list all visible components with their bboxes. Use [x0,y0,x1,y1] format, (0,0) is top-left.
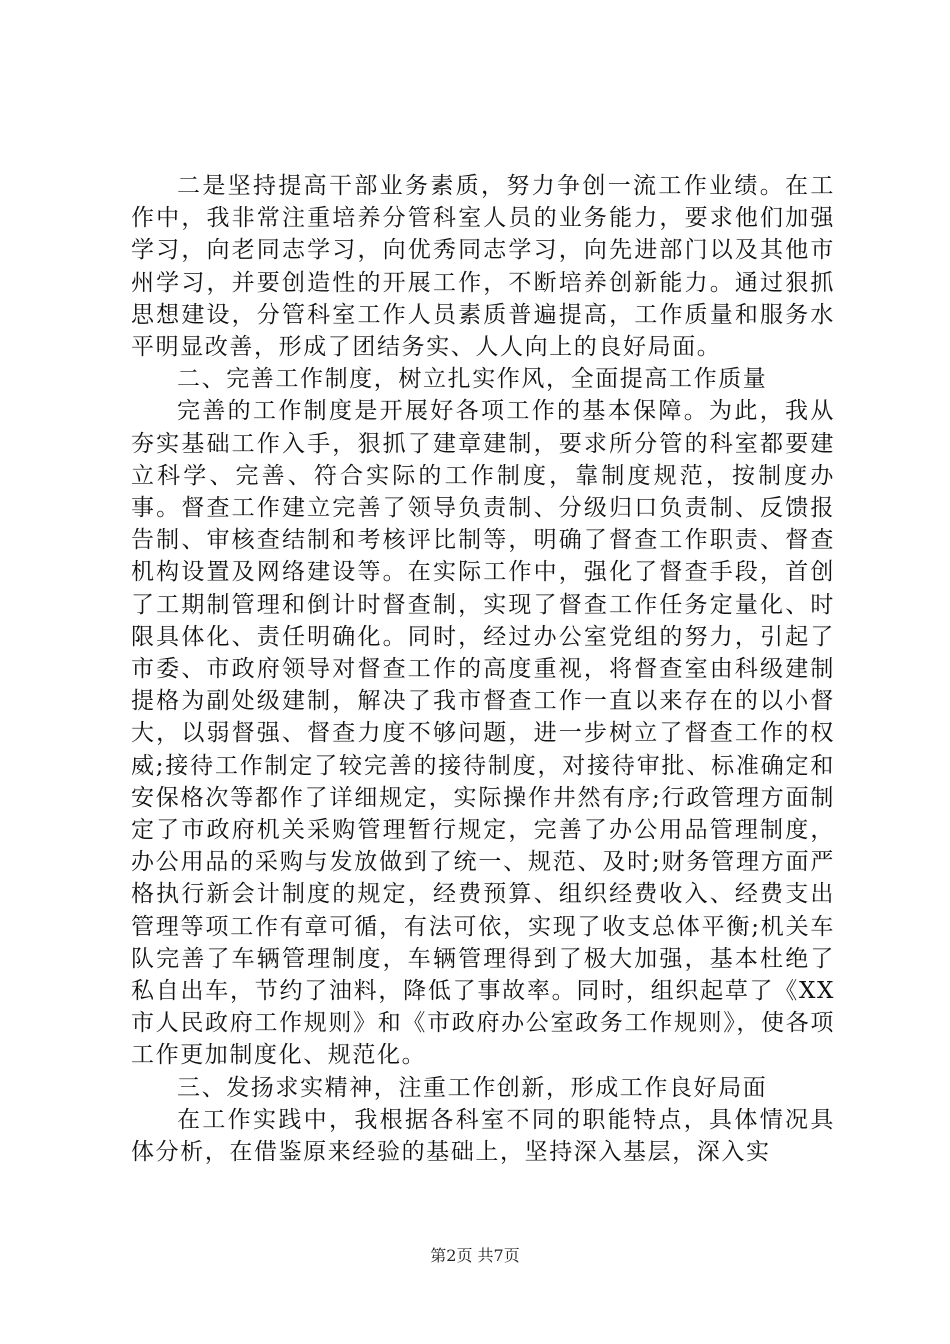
paragraph-work-system: 完善的工作制度是开展好各项工作的基本保障。为此，我从夯实基础工作入手，狠抓了建章建制，要求所分管的科室都要建立科学、完善、符合实际的工作制度，靠制度规范，按制度办事。督查工作建立完善了领导负责制、分级归口负责制、反馈报告制、审核查结制和考核评比制等，明确了督查工作职责、督查机构设置及网络建设等。在实际工作中，强化了督查手段，首创了工期制管理和倒计时督查制，实现了督查工作任务定量化、时限具体化、责任明确化。同时，经过办公室党组的努力，引起了市委、市政府领导对督查工作的高度重视，将督查室由科级建制提格为副处级建制，解决了我市督查工作一直以来存在的以小督大，以弱督强、督查力度不够问题，进一步树立了督查工作的权威;接待工作制定了较完善的接待制度，对接待审批、标准确定和安保格次等都作了详细规定，实际操作井然有序;行政管理方面制定了市政府机关采购管理暂行规定，完善了办公用品管理制度，办公用品的采购与发放做到了统一、规范、及时;财务管理方面严格执行新会计制度的规定，经费预算、组织经费收入、经费支出管理等项工作有章可循，有法可依，实现了收支总体平衡;机关车队完善了车辆管理制度，车辆管理得到了极大加强，基本杜绝了私自出车，节约了油料，降低了事故率。同时，组织起草了《XX市人民政府工作规则》和《市政府办公室政务工作规则》，使各项工作更加制度化、规范化。 [131,398,835,1069]
section-heading-2: 二、完善工作制度，树立扎实作风，全面提高工作质量 [177,366,768,393]
section-heading-3: 三、发扬求实精神，注重工作创新，形成工作良好局面 [177,1074,768,1101]
page-footer: 第2页 共7页 [430,1246,520,1265]
paragraph-work-practice: 在工作实践中，我根据各科室不同的职能特点，具体情况具体分析，在借鉴原来经验的基础上，坚持深入基层，深入实 [131,1106,835,1166]
paragraph-cadre-quality: 二是坚持提高干部业务素质，努力争创一流工作业绩。在工作中，我非常注重培养分管科室人员的业务能力，要求他们加强学习，向老同志学习，向优秀同志学习，向先进部门以及其他市州学习，并要创造性的开展工作，不断培养创新能力。通过狠抓思想建设，分管科室工作人员素质普遍提高，工作质量和服务水平明显改善，形成了团结务实、人人向上的良好局面。 [131,173,835,361]
document-body [131,170,835,1168]
